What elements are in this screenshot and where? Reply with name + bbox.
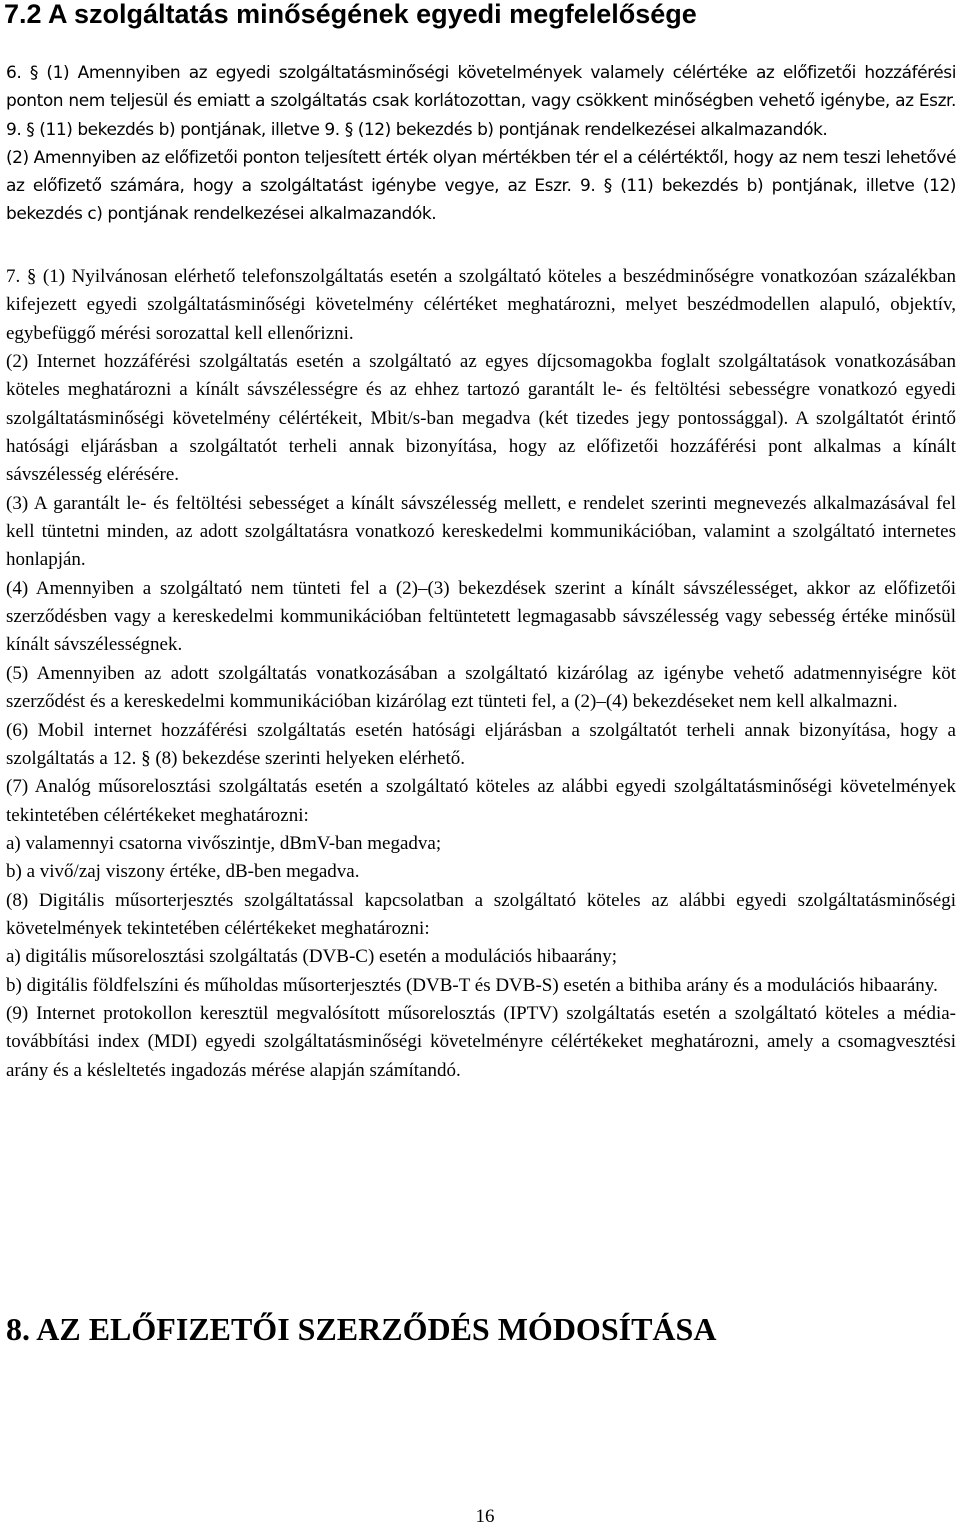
paragraph-7-7: (7) Analóg műsorelosztási szolgáltatás esetén a szolgáltató köteles az alábbi egyedi szolgáltatásminőségi követelmények tekintetében célértékeket meghatározni: [6,776,956,826]
sans-text-block [6,59,956,229]
list-item-7-7-a: a) valamennyi csatorna vivőszintje, dBmV-ban megadva; [6,832,442,854]
paragraph-7-9: (9) Internet protokollon keresztül megvalósított műsorelosztás (IPTV) szolgáltatás esetén a szolgáltató köteles a média-továbbítási index (MDI) egyedi szolgáltatásminőségi követelményre célértékeket meghatározni, amely a csomagvesztési arány és a késleltetés ingadozás mérése alapján számítandó. [6,1002,956,1081]
paragraph-7-2: (2) Internet hozzáférési szolgáltatás esetén a szolgáltató az egyes díjcsomagokba foglalt szolgáltatások vonatkozásában köteles meghatározni a kínált sávszélességre és az ehhez tartozó garantált le- és feltöltési sebességre vonatkozó egyedi szolgáltatásminőségi követelmény célértékeit, Mbit/s-ban megadva (két tizedes jegy pontossággal). A szolgáltatót érintő hatósági eljárásban a szolgáltatót terheli annak bizonyítása, hogy az előfizetői hozzáférési pont alkalmas a kínált sávszélesség elérésére. [6,351,956,486]
chapter-heading: 8. AZ ELŐFIZETŐI SZERZŐDÉS MÓDOSÍTÁSA [6,1311,717,1347]
list-item-7-7-b: b) a vivő/zaj viszony értéke, dB-ben megadva. [6,861,360,883]
paragraph-7-1: 7. § (1) Nyilvánosan elérhető telefonszolgáltatás esetén a szolgáltató köteles a beszédminőségre vonatkozóan százalékban kifejezett egyedi szolgáltatásminőségi követelmény célértéket meghatározni, melyet beszédmodellen alapuló, objektív, egybefüggő mérési sorozattal kell ellenőrizni. [6,266,956,344]
paragraph-6-2: (2) Amennyiben az előfizetői ponton teljesített érték olyan mértékben tér el a célértéktől, hogy az nem teszi lehetővé az előfizető számára, hogy a szolgáltatást igénybe vegye, az Eszr. 9. § (11) bekezdés b) pontjának, illetve (12) bekezdés c) pontjának rendelkezései alkalmazandók. [6,147,956,225]
paragraph-7-8: (8) Digitális műsorterjesztés szolgáltatással kapcsolatban a szolgáltató köteles az alábbi egyedi szolgáltatásminőségi követelmények tekintetében célértékeket meghatározni: [6,889,956,939]
list-item-7-8-a: a) digitális műsorelosztási szolgáltatás (DVB-C) esetén a modulációs hibaarány; [6,946,617,968]
list-item-7-8-b: b) digitális földfelszíni és műholdas műsorterjesztés (DVB-T és DVB-S) esetén a bithiba arány és a modulációs hibaarány. [6,974,938,996]
paragraph-7-3: (3) A garantált le- és feltöltési sebességet a kínált sávszélesség mellett, e rendelet szerinti megnevezés alkalmazásával fel kell tüntetni minden, az adott szolgáltatásra vonatkozó kereskedelmi kommunikációban, valamint a szolgáltató internetes honlapján. [6,492,956,571]
serif-text-block [6,263,956,1085]
paragraph-6-1: 6. § (1) Amennyiben az egyedi szolgáltatásminőségi követelmények valamely célértéke az előfizetői hozzáférési ponton nem teljesül és emiatt a szolgáltatás csak korlátozottan, vagy csökkent minőségben vehető igénybe, az Eszr. 9. § (11) bekezdés b) pontjának, illetve 9. § (12) bekezdés b) pontjának rendelkezései alkalmazandók. [6,63,956,140]
paragraph-7-5: (5) Amennyiben az adott szolgáltatás vonatkozásában a szolgáltató kizárólag az igénybe vehető adatmennyiségre köt szerződést és a kereskedelmi kommunikációban kizárólag ezt tünteti fel, a (2)–(4) bekezdéseket nem kell alkalmazni. [6,662,956,713]
paragraph-7-6: (6) Mobil internet hozzáférési szolgáltatás esetén hatósági eljárásban a szolgáltatót terheli annak bizonyítása, hogy a szolgáltatás a 12. § (8) bekezdése szerinti helyeken elérhető. [6,719,956,769]
section-heading: 7.2 A szolgáltatás minőségének egyedi megfelelősége [4,0,697,29]
page-number: 16 [475,1506,495,1527]
paragraph-7-4: (4) Amennyiben a szolgáltató nem tünteti fel a (2)–(3) bekezdések szerint a kínált sávszélességet, akkor az előfizetői szerződésben vagy a kereskedelmi kommunikációban feltüntetett legmagasabb sávszélesség vagy sebesség értéke minősül kínált sávszélességnek. [6,577,956,656]
